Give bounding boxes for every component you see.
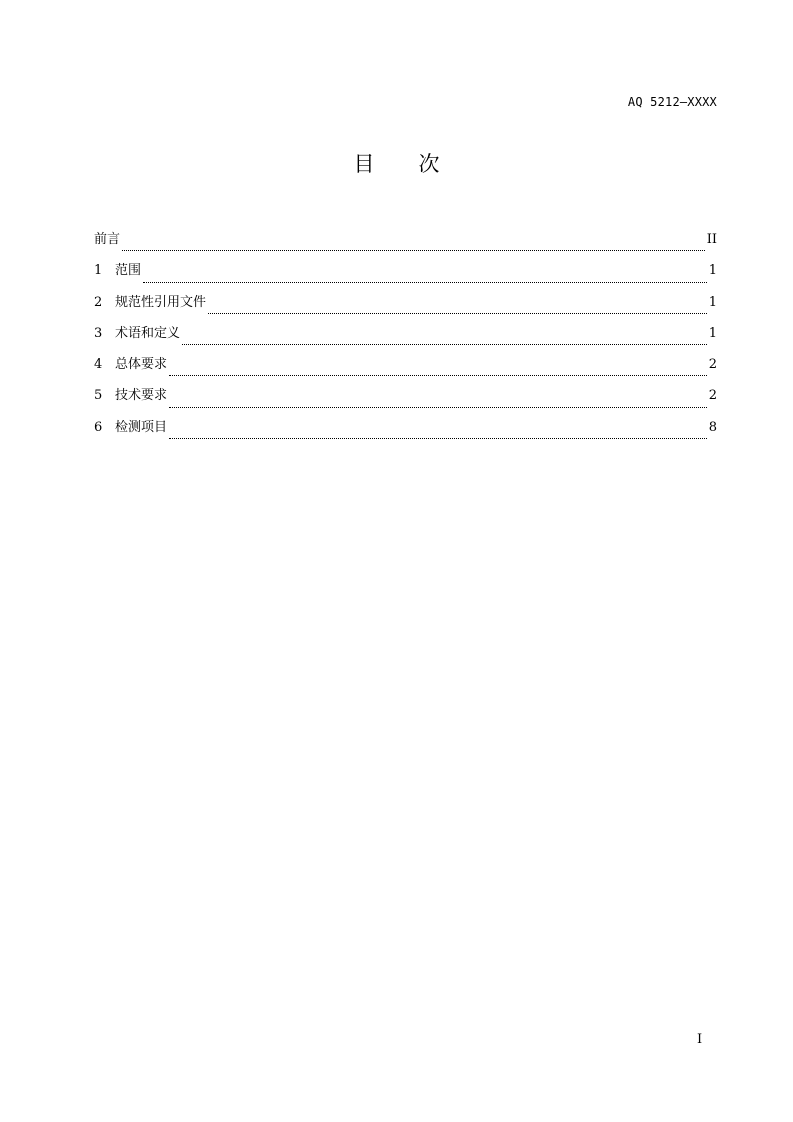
toc-entry-number: 6 (94, 419, 103, 435)
toc-title-char-1: 目 (353, 152, 375, 176)
toc-entry-label: 前言 (94, 232, 121, 247)
toc-entry-number: 3 (94, 325, 103, 341)
toc-dot-leader (169, 406, 707, 408)
toc-entry-normative-references[interactable] (94, 292, 717, 323)
toc-dot-leader (169, 437, 707, 439)
document-code: AQ 5212—XXXX (627, 95, 717, 109)
toc-entry-page: 2 (708, 388, 717, 404)
toc-entry-number: 1 (94, 263, 103, 279)
toc-entry-page: II (706, 232, 717, 247)
toc-entry-test-items[interactable] (94, 417, 717, 448)
toc-entry-page: 8 (708, 419, 717, 435)
toc-entry-page: 1 (708, 325, 717, 341)
toc-dot-leader (169, 374, 707, 376)
toc-title (0, 148, 793, 178)
toc-entry-foreword[interactable] (94, 229, 717, 260)
toc-entry-terms-definitions[interactable] (94, 323, 717, 354)
toc-title-char-2: 次 (418, 152, 440, 176)
toc-dot-leader (182, 343, 707, 345)
page-number: I (697, 1032, 703, 1047)
toc-entry-page: 2 (708, 357, 717, 373)
toc-entry-page: 1 (708, 294, 717, 310)
toc-entry-scope[interactable] (94, 260, 717, 291)
toc-entry-label: 技术要求 (115, 388, 168, 404)
toc-entry-label: 术语和定义 (115, 325, 181, 341)
toc-list (94, 229, 717, 448)
toc-entry-label: 规范性引用文件 (115, 294, 207, 310)
toc-dot-leader (122, 249, 705, 251)
toc-entry-label: 范围 (115, 263, 142, 279)
toc-dot-leader (143, 281, 707, 283)
toc-entry-page: 1 (708, 263, 717, 279)
toc-entry-general-requirements[interactable] (94, 354, 717, 385)
toc-entry-label: 总体要求 (115, 357, 168, 373)
toc-entry-technical-requirements[interactable] (94, 385, 717, 416)
toc-entry-number: 4 (94, 357, 103, 373)
toc-entry-number: 5 (94, 388, 103, 404)
toc-entry-label: 检测项目 (115, 419, 168, 435)
toc-entry-number: 2 (94, 294, 103, 310)
toc-dot-leader (208, 312, 707, 314)
